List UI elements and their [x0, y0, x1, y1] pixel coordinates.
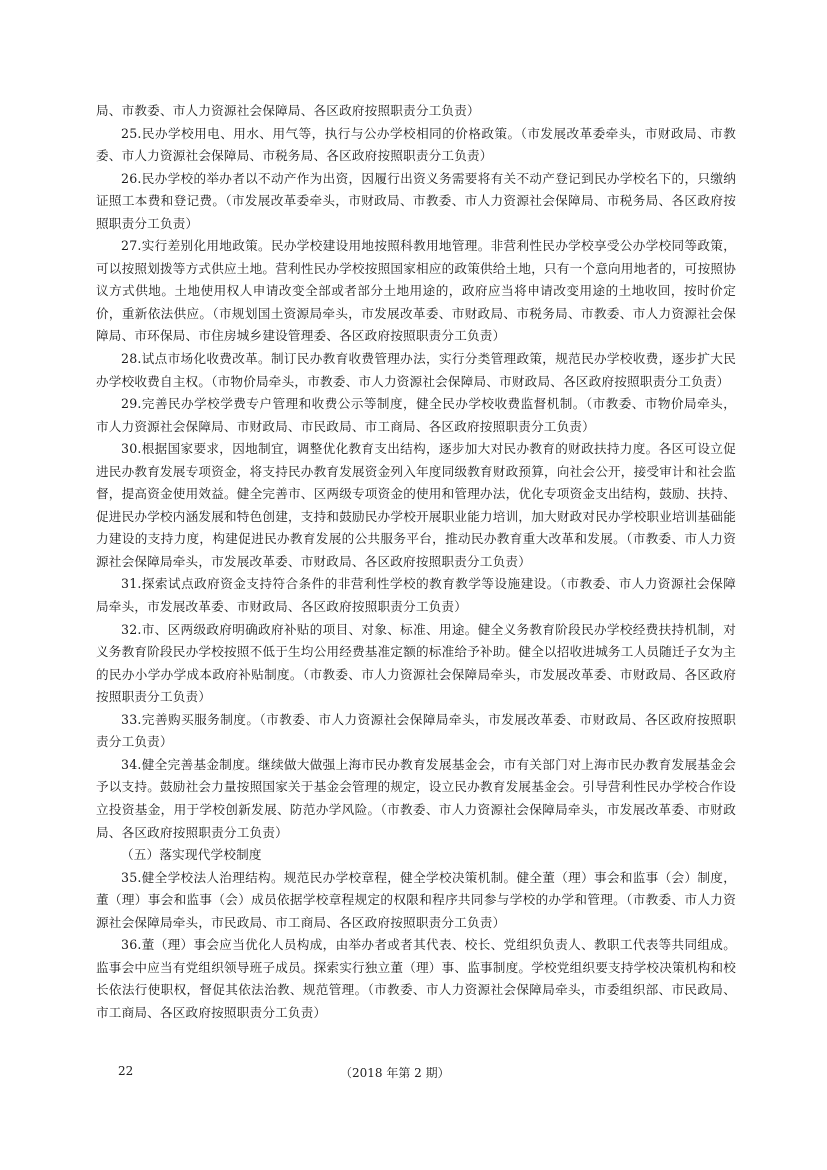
- section-heading: （五）落实现代学校制度: [121, 847, 262, 863]
- paragraph-item-31: 31.探索试点政府资金支持符合条件的非营利性学校的教育教学等设施建设。（市教委、市人力资源社会保障局牵头，市发展改革委、市财政局、各区政府按照职责分工负责）: [96, 576, 736, 615]
- paragraph-item-29: 29.完善民办学校学费专户管理和收费公示等制度，健全民办学校收费监督机制。（市教委、市物价局牵头，市人力资源社会保障局、市财政局、市民政局、市工商局、各区政府按照职责分工负责）: [96, 396, 736, 434]
- paragraph-item-25: 25.民办学校用电、用水、用气等，执行与公办学校相同的价格政策。（市发展改革委牵头，市财政局、市教委、市人力资源社会保障局、市税务局、各区政府按照职责分工负责）: [96, 125, 736, 164]
- paragraph-item-28: 28.试点市场化收费改革。制订民办教育收费管理办法，实行分类管理政策，规范民办学校收费，逐步扩大民办学校收费自主权。（市物价局牵头，市教委、市人力资源社会保障局、市财政局、各区政府按照职责分工负责）: [96, 351, 736, 389]
- page-number: 22: [118, 1064, 134, 1078]
- paragraph-item-26: 26.民办学校的举办者以不动产作为出资，因履行出资义务需要将有关不动产登记到民办学校名下的，只缴纳证照工本费和登记费。（市发展改革委牵头，市财政局、市教委、市人力资源社会保障局、市税务局、各区政府按照职责分工负责）: [96, 170, 736, 231]
- paragraph-item-30: 30.根据国家要求，因地制宜，调整优化教育支出结构，逐步加大对民办教育的财政扶持力度。各区可设立促进民办教育发展专项资金，将支持民办教育发展资金列入年度同级教育财政预算，向社会公开，接受审计和社会监督，提高资金使用效益。健全完善市、区两级专项资金的使用和管理办法，优化专项资金支出结构，鼓励、扶持、促进民办学校内涵发展和特色创建，支持和鼓励民办学校开展职业能力培训，加大财政对民办学校职业培训基础能力建设的支持力度，构建促进民办教育发展的公共服务平台，推动民办教育重大改革和发展。（市教委、市人力资源社会保障局牵头，市发展改革委、市财政局、各区政府按照职责分工负责）: [96, 441, 736, 569]
- paragraph-item-27: 27.实行差别化用地政策。民办学校建设用地按照科教用地管理。非营利性民办学校享受公办学校同等政策，可以按照划拨等方式供应土地。营利性民办学校按照国家相应的政策供给土地，只有一个意向用地者的，可按照协议方式供地。土地使用权人申请改变全部或者部分土地用途的，政府应当将申请改变用途的土地收回，按时价定价，重新依法供应。（市规划国土资源局牵头，市发展改革委、市财政局、市税务局、市教委、市人力资源社会保障局、市环保局、市住房城乡建设管理委、各区政府按照职责分工负责）: [96, 238, 736, 344]
- paragraph-item-34: 34.健全完善基金制度。继续做大做强上海市民办教育发展基金会，市有关部门对上海市民办教育发展基金会予以支持。鼓励社会力量按照国家关于基金会管理的规定，设立民办教育发展基金会。引导营利性民办学校合作设立投资基金，用于学校创新发展、防范办学风险。（市教委、市人力资源社会保障局牵头，市发展改革委、市财政局、各区政府按照职责分工负责）: [96, 756, 736, 840]
- paragraph-continuation: 局、市教委、市人力资源社会保障局、各区政府按照职责分工负责）: [96, 103, 480, 118]
- paragraph-item-36: 36.董（理）事会应当优化人员构成，由举办者或者其代表、校长、党组织负责人、教职工代表等共同组成。监事会中应当有党组织领导班子成员。探索实行独立董（理）事、监事制度。学校党组织要支持学校决策机构和校长依法行使职权，督促其依法治教、规范管理。（市教委、市人力资源社会保障局牵头，市委组织部、市民政局、市工商局、各区政府按照职责分工负责）: [96, 937, 736, 1020]
- paragraph-item-32: 32.市、区两级政府明确政府补贴的项目、对象、标准、用途。健全义务教育阶段民办学校经费扶持机制，对义务教育阶段民办学校按照不低于生均公用经费基准定额的标准给予补助。健全以招收进城务工人员随迁子女为主的民办小学办学成本政府补贴制度。（市教委、市人力资源社会保障局牵头，市发展改革委、市财政局、各区政府按照职责分工负责）: [96, 621, 736, 705]
- paragraph-item-35: 35.健全学校法人治理结构。规范民办学校章程，健全学校决策机制。健全董（理）事会和监事（会）制度，董（理）事会和监事（会）成员依据学校章程规定的权限和程序共同参与学校的办学和管理。（市教委、市人力资源社会保障局牵头，市民政局、市工商局、各区政府按照职责分工负责）: [96, 869, 736, 930]
- issue-label: （2018 年第 2 期）: [340, 1066, 450, 1080]
- paragraph-item-33: 33.完善购买服务制度。（市教委、市人力资源社会保障局牵头，市发展改革委、市财政局、各区政府按照职责分工负责）: [96, 711, 736, 750]
- document-body: [96, 100, 736, 1024]
